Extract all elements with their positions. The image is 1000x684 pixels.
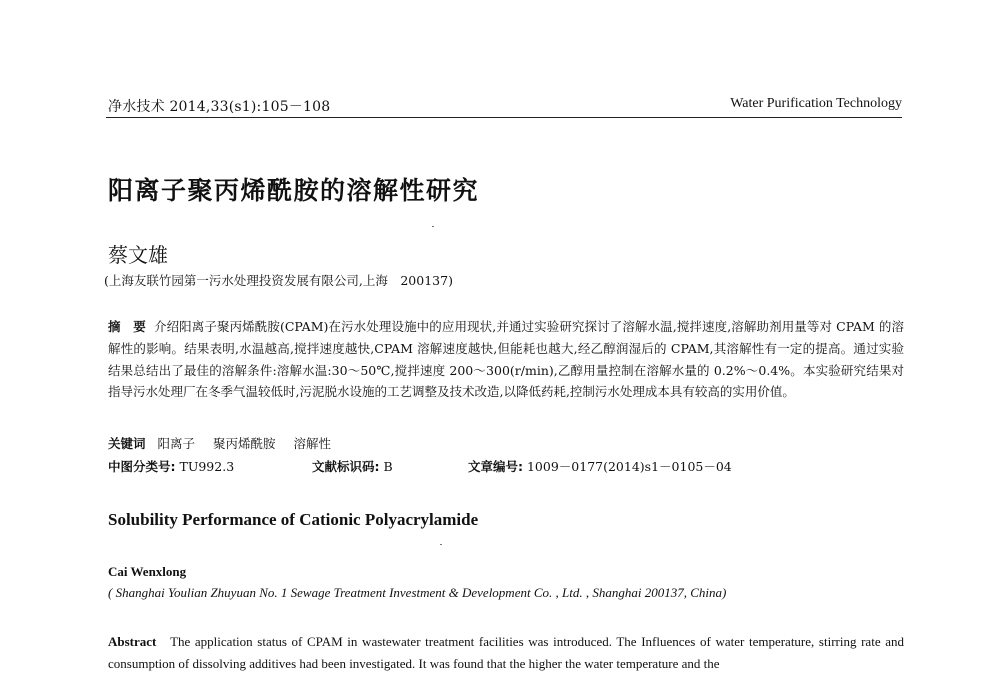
header-rule: [106, 117, 902, 118]
clc-label: 中图分类号:: [108, 459, 176, 474]
abstract-cn: [108, 316, 904, 403]
paper-title-cn: 阳离子聚丙烯酰胺的溶解性研究: [108, 176, 480, 205]
clc-value: TU992.3: [179, 459, 235, 474]
clc-number: [108, 457, 234, 475]
journal-citation: 净水技术 2014,33(s1):105－108: [108, 99, 331, 115]
paper-title-en: Solubility Performance of Cationic Polyacrylamide: [108, 510, 479, 529]
document-code: [312, 457, 393, 475]
keywords-cn-label: 关键词: [108, 436, 146, 451]
doc-code-value: B: [383, 459, 393, 474]
abstract-en-text: The application status of CPAM in wastewater treatment facilities was introduced. The Influences of water temperature, stirring rate and consumption of dissolving additives had been investigated. It was found that the higher the water temperature and the: [108, 634, 904, 671]
affiliation-en: ( Shanghai Youlian Zhuyuan No. 1 Sewage Treatment Investment & Development Co. , Ltd. , Shanghai 200137, China): [108, 585, 727, 600]
author-en: Cai Wenxlong: [108, 564, 187, 579]
abstract-cn-text: 介绍阳离子聚丙烯酰胺(CPAM)在污水处理设施中的应用现状,并通过实验研究探讨了溶解水温,搅拌速度,溶解助剂用量等对 CPAM 的溶解性的影响。结果表明,水温越高,搅拌速度越快,CPAM 溶解速度越快,但能耗也越大,经乙醇润湿后的 CPAM,其溶解性有一定的提高。通过实验结果总结出了最佳的溶解条件:溶解水温:30～50℃,搅拌速度 200～300(r/min),乙醇用量控制在溶解水量的 0.2%～0.4%。本实验研究结果对指导污水处理厂在冬季气温较低时,污泥脱水设施的工艺调整及技术改造,以降低药耗,控制污水处理成本具有较高的实用价值。: [108, 319, 904, 400]
article-no-value: 1009－0177(2014)s1－0105－04: [526, 459, 732, 474]
abstract-en: [108, 631, 904, 675]
abstract-en-label: Abstract: [108, 634, 157, 649]
doc-code-label: 文献标识码:: [312, 459, 380, 474]
keyword-cn: 溶解性: [293, 436, 331, 451]
author-cn: 蔡文雄: [108, 243, 168, 267]
affiliation-cn: (上海友联竹园第一污水处理投资发展有限公司,上海 200137): [104, 273, 453, 288]
article-no-label: 文章编号:: [468, 459, 523, 474]
article-number: [468, 457, 732, 475]
journal-name-en: Water Purification Technology: [730, 96, 902, 111]
keywords-cn: [108, 434, 345, 452]
keyword-cn: 阳离子: [157, 436, 195, 451]
abstract-cn-label: 摘 要: [108, 319, 146, 334]
scan-speck: [432, 226, 434, 227]
scan-speck: [440, 544, 442, 545]
keyword-cn: 聚丙烯酰胺: [212, 436, 276, 451]
